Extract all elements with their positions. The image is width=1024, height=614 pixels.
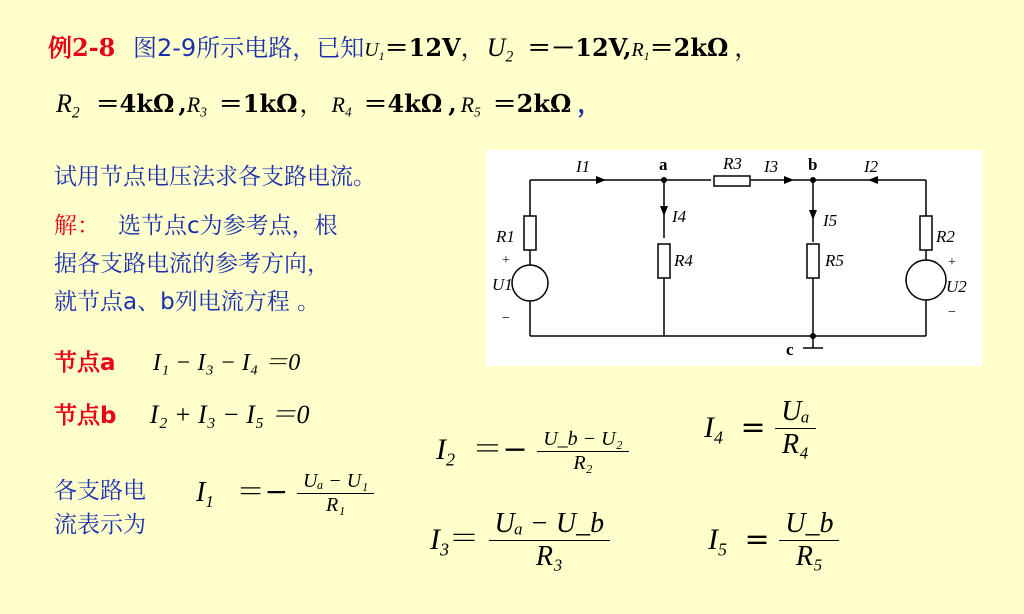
i2-equals: ＝− (472, 432, 528, 467)
r1-symbol: $R_1$ (631, 39, 650, 64)
node-b-equation: I₂ + I₃ − I₅ ＝0 (149, 400, 310, 429)
label-u2: U2 (946, 277, 967, 296)
node-equation-a (54, 342, 300, 377)
i2-fraction (537, 428, 628, 475)
formula-i3 (430, 508, 610, 573)
task-text: 试用节点电压法求各支路电流。 (54, 164, 376, 190)
i3-lhs: $I_3$ (430, 522, 449, 559)
separator: , (448, 89, 457, 118)
solution-block (54, 207, 338, 321)
formula-i1 (196, 470, 374, 517)
node-b-dot (810, 177, 816, 183)
i5-lhs: $I_5$ (708, 522, 727, 559)
i2-numerator: U_b − U₂ (543, 427, 623, 450)
i5-denominator: R₅ (795, 541, 823, 572)
r1-value: ＝2kΩ (649, 33, 729, 62)
separator: ， (577, 89, 602, 118)
example-label: 例2-8 (48, 33, 116, 62)
label-node-a: a (659, 155, 668, 174)
branch-label-line-2: 流表示为 (54, 512, 146, 538)
i4-equals: = (740, 409, 766, 445)
label-node-b: b (808, 155, 818, 174)
node-a-label: 节点a (54, 350, 116, 376)
i1-numerator: Uₐ − U₁ (303, 470, 369, 492)
label-r2: R2 (936, 227, 955, 246)
formula-i2 (436, 424, 629, 475)
i4-lhs: $I_4$ (704, 410, 723, 447)
i3-equals: ＝ (449, 521, 479, 557)
problem-intro: 图2-9所示电路，已知 (133, 34, 365, 62)
problem-line-2 (56, 84, 601, 122)
node-c-dot (810, 333, 816, 339)
separator: ， (734, 34, 759, 62)
i1-lhs: $I_1$ (196, 477, 214, 511)
formula-i5 (708, 508, 839, 573)
circuit-background (486, 150, 982, 366)
node-a-dot (661, 177, 667, 183)
label-i3: I3 (764, 157, 779, 176)
i1-denominator: R₁ (326, 494, 346, 516)
u2-symbol: $U_2$ (486, 33, 514, 66)
i4-fraction (775, 396, 815, 461)
label-r1: R1 (496, 227, 515, 246)
u1-symbol: $U_1$ (364, 39, 385, 64)
r2-symbol: $R_2$ (56, 89, 80, 122)
label-i2: I2 (864, 157, 879, 176)
separator: ， (460, 34, 485, 62)
u2-minus-icon: − (948, 305, 956, 320)
label-r3: R3 (723, 154, 742, 173)
i4-numerator: Uₐ (781, 396, 810, 427)
solution-line-1: 选节点c为参考点，根 (118, 213, 338, 239)
node-b-label: 节点b (54, 403, 117, 429)
r2-value: ＝4kΩ (95, 89, 175, 118)
solution-label: 解： (54, 213, 100, 239)
u1-plus-icon: + (502, 253, 510, 268)
i3-numerator: Uₐ − U_b (494, 508, 605, 539)
r5-value: ＝2kΩ (492, 89, 572, 118)
separator: , (178, 89, 187, 118)
label-r4: R4 (674, 251, 693, 270)
i3-fraction (489, 508, 611, 573)
r3-value: ＝1kΩ (218, 89, 298, 118)
branch-label-line-1: 各支路电 (54, 478, 146, 504)
r4-value: ＝4kΩ (363, 89, 443, 118)
label-i1: I1 (576, 157, 591, 176)
i4-denominator: R₄ (782, 429, 809, 460)
u1-value: ＝12V (384, 33, 461, 62)
i2-denominator: R₂ (573, 451, 593, 474)
label-i5: I5 (823, 211, 838, 230)
r5-symbol: $R_5$ (460, 92, 481, 120)
i1-equals: ＝− (236, 475, 289, 508)
i2-lhs: $I_2$ (436, 433, 455, 470)
label-u1: U1 (492, 275, 513, 294)
node-equation-b (54, 394, 309, 431)
solution-line-3: 就节点a、b列电流方程 。 (54, 289, 321, 315)
label-r5: R5 (825, 251, 844, 270)
label-node-c: c (786, 340, 794, 359)
r3-symbol: $R_3$ (186, 92, 207, 120)
r4-symbol: $R_4$ (331, 92, 352, 120)
solution-line-2: 据各支路电流的参考方向， (54, 251, 330, 277)
circuit-diagram (486, 150, 982, 366)
u1-minus-icon: − (502, 311, 510, 326)
formula-i4 (704, 396, 816, 461)
branch-label (54, 474, 146, 542)
separator: ， (299, 90, 324, 118)
u2-value: ＝－12V, (527, 33, 632, 62)
label-i4: I4 (672, 207, 687, 226)
i5-numerator: U_b (785, 508, 834, 539)
i5-equals: = (744, 521, 770, 557)
i1-fraction (297, 470, 374, 517)
i3-denominator: R₃ (535, 541, 563, 572)
u2-plus-icon: + (948, 255, 956, 270)
problem-line-1 (48, 28, 758, 68)
node-a-equation: I₁ − I₃ − I₄ ＝0 (152, 350, 301, 376)
i5-fraction (779, 508, 839, 573)
